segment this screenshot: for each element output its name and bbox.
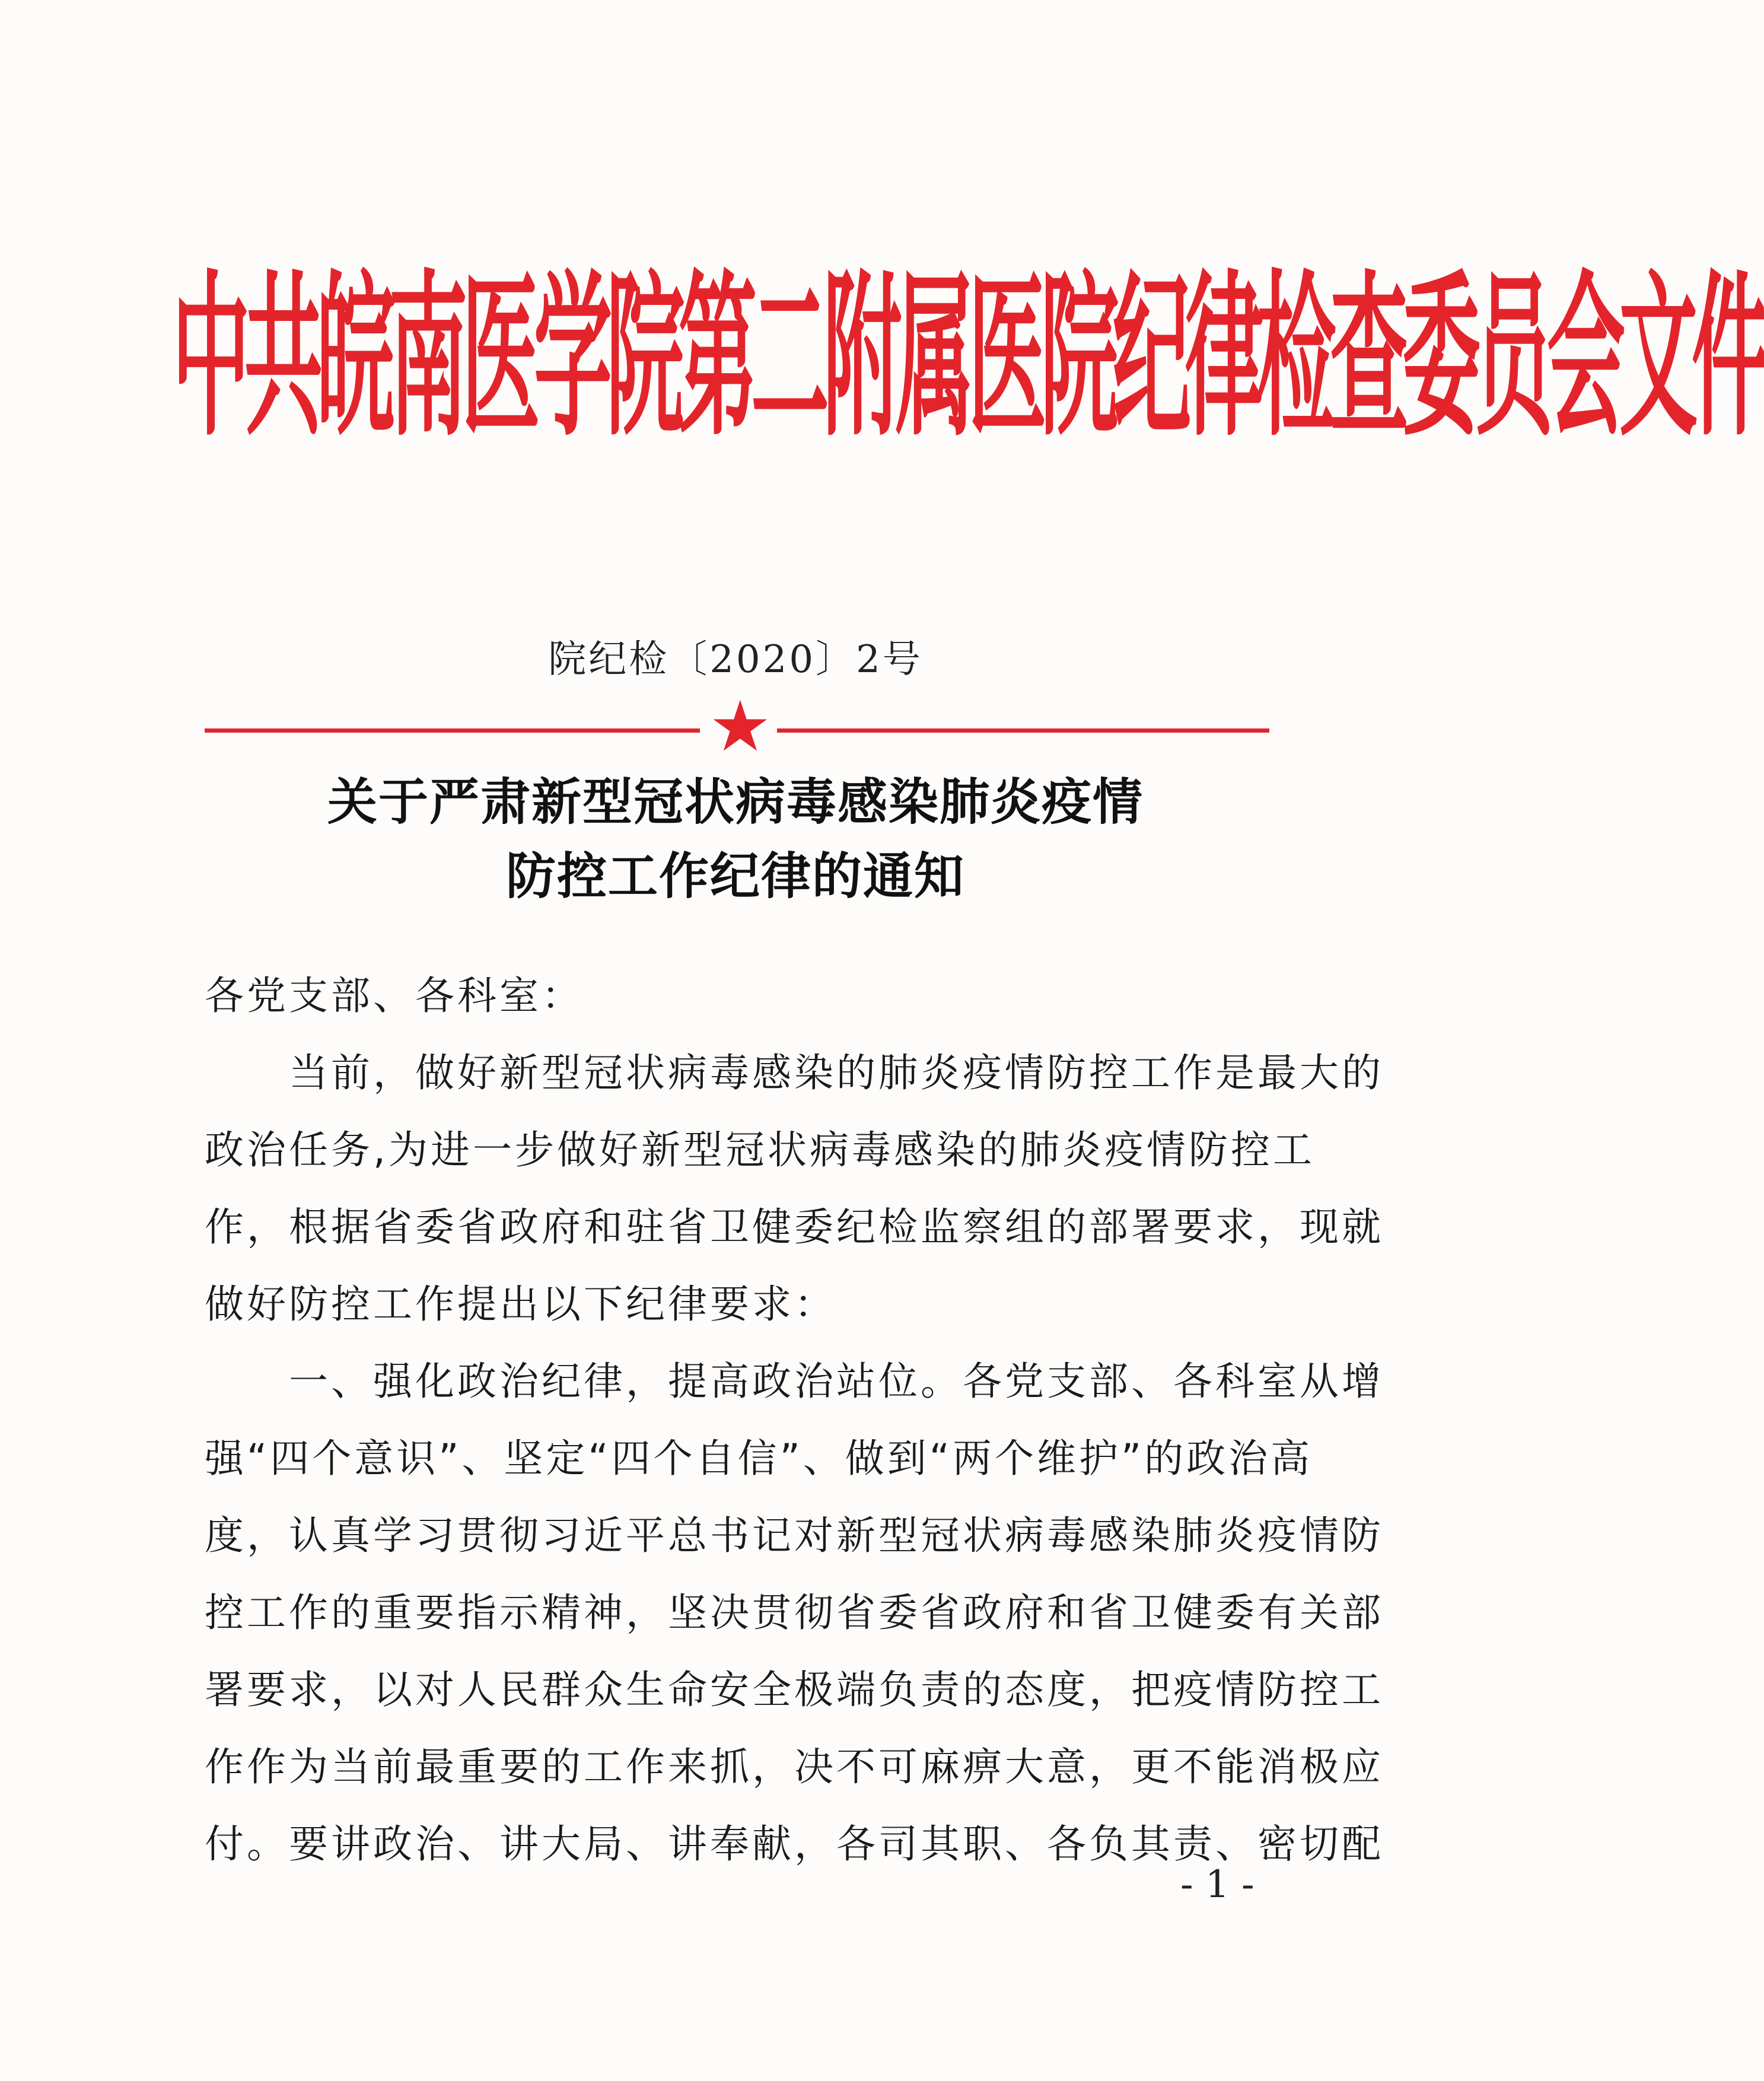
red-rule-right — [777, 728, 1269, 733]
body-line: 控工作的重要指示精神，坚决贯彻省委省政府和省卫健委有关部 — [205, 1590, 1384, 1635]
body-line: 度，认真学习贯彻习近平总书记对新型冠状病毒感染肺炎疫情防 — [205, 1513, 1384, 1558]
body-line: 作作为当前最重要的工作来抓，决不可麻痹大意，更不能消极应 — [205, 1744, 1384, 1790]
org-header-title: 中共皖南医学院第二附属医院纪律检查委员会文件 — [172, 254, 1764, 461]
star-icon: ★ — [709, 685, 772, 767]
page-number: - 1 - — [1180, 1863, 1254, 1907]
document-number: 院纪检〔2020〕2号 — [548, 638, 923, 682]
body-line: 各党支部、各科室： — [205, 973, 584, 1019]
body-line: 署要求，以对人民群众生命安全极端负责的态度，把疫情防控工 — [205, 1667, 1384, 1713]
notice-title-line1: 关于严肃新型冠状病毒感染肺炎疫情 — [327, 772, 1144, 831]
body-line: 强“四个意识”、坚定“四个自信”、做到“两个维护”的政治高 — [205, 1436, 1313, 1481]
body-line: 付。要讲政治、讲大局、讲奉献，各司其职、各负其责、密切配 — [205, 1821, 1384, 1867]
body-line: 当前，做好新型冠状病毒感染的肺炎疫情防控工作是最大的 — [205, 1050, 1384, 1096]
body-line: 做好防控工作提出以下纪律要求： — [205, 1281, 836, 1327]
body-line: 政治任务,为进一步做好新型冠状病毒感染的肺炎疫情防控工 — [205, 1127, 1315, 1173]
notice-title-line2: 防控工作纪律的通知 — [505, 847, 965, 905]
red-rule-left — [205, 728, 700, 733]
body-line: 作，根据省委省政府和驻省卫健委纪检监察组的部署要求，现就 — [205, 1204, 1384, 1250]
body-line: 一、强化政治纪律，提高政治站位。各党支部、各科室从增 — [205, 1358, 1384, 1404]
